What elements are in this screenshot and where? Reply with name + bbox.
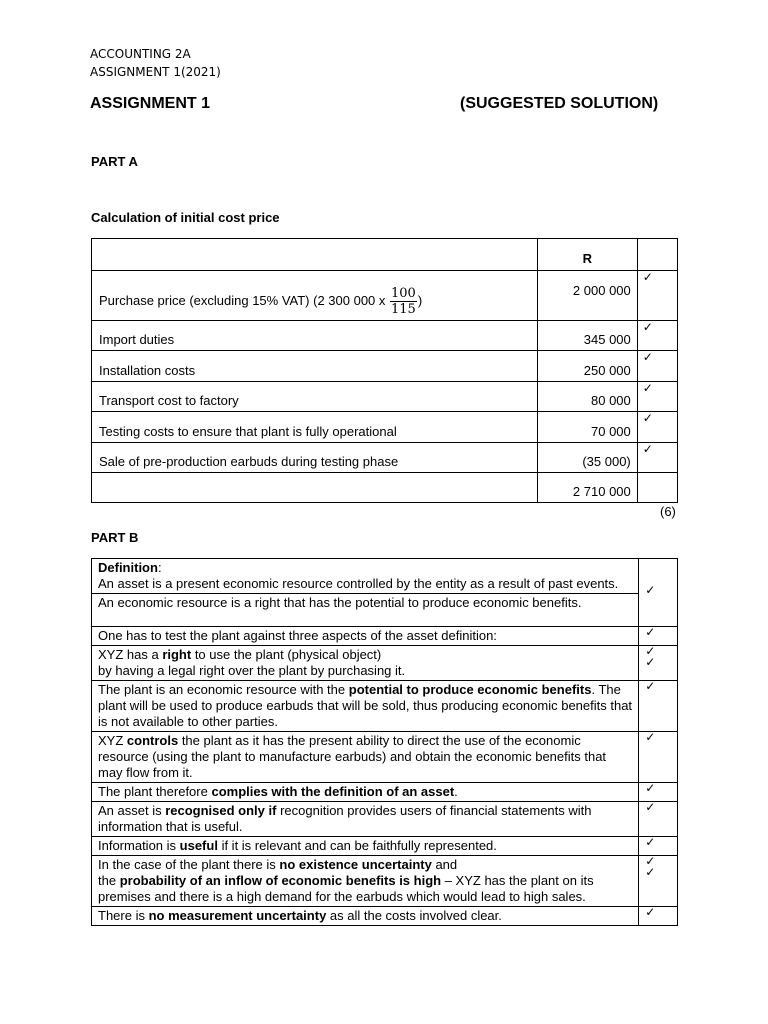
table-row: Information is useful if it is relevant and can be faithfully represented. ✓ <box>92 837 678 856</box>
row-label: Import duties <box>92 321 538 351</box>
table-row: The plant therefore complies with the definition of an asset. ✓ <box>92 783 678 802</box>
check-icon: ✓ <box>645 781 656 795</box>
check-icon: ✓ <box>642 350 653 364</box>
assignment-title: ASSIGNMENT 1 <box>90 95 211 112</box>
check-icon: ✓ <box>642 270 653 284</box>
check-icon: ✓ <box>642 320 653 334</box>
check-icon: ✓ <box>645 644 656 658</box>
part-a-heading: PART A <box>91 154 138 169</box>
check-icon: ✓ <box>642 442 653 456</box>
check-icon: ✓ <box>645 865 656 879</box>
table-row: XYZ has a right to use the plant (physical object) by having a legal right over the plant by purchasing it. ✓ ✓ <box>92 646 678 681</box>
solution-title: (SUGGESTED SOLUTION) <box>460 95 659 112</box>
table-row <box>92 271 678 321</box>
row-amount: (35 000) <box>537 443 637 473</box>
total-row <box>92 473 678 503</box>
check-icon: ✓ <box>645 679 656 693</box>
row-amount: 345 000 <box>537 321 637 351</box>
check-icon: ✓ <box>642 381 653 395</box>
check-icon: ✓ <box>645 905 656 919</box>
cost-price-subheading: Calculation of initial cost price <box>91 210 280 225</box>
check-icon: ✓ <box>645 583 656 597</box>
row-amount: 70 000 <box>537 412 637 443</box>
course-name: ACCOUNTING 2A <box>90 47 191 61</box>
check-icon: ✓ <box>645 655 656 669</box>
table-row <box>92 443 678 473</box>
table-row: In the case of the plant there is no existence uncertainty and the probability of an inflow of economic benefits is high – XYZ has the plant on its premises and there is a high demand for the earbuds which would lead to high sales. ✓ ✓ <box>92 856 678 907</box>
column-header-rand: R <box>537 239 637 271</box>
table-row: XYZ controls the plant as it has the present ability to direct the use of the economic resource (using the plant to manufacture earbuds) and obtain the economic benefits that may flow from it. ✓ <box>92 732 678 783</box>
assignment-ref: ASSIGNMENT 1(2021) <box>90 65 221 79</box>
vat-fraction: $\frac{100}{115}$ <box>391 286 416 317</box>
row-amount: 80 000 <box>537 382 637 412</box>
purchase-price-amount: 2 000 000 <box>537 271 637 321</box>
economic-resource-cell: An economic resource is a right that has the potential to produce economic benefits. <box>92 594 639 627</box>
row-label: Testing costs to ensure that plant is fully operational <box>92 412 538 443</box>
table-row <box>92 559 678 594</box>
check-icon: ✓ <box>645 854 656 868</box>
table-row <box>92 382 678 412</box>
asset-definition-table <box>91 558 678 926</box>
check-icon: ✓ <box>645 730 656 744</box>
cost-price-table <box>91 238 678 503</box>
table-row <box>92 321 678 351</box>
table-row: The plant is an economic resource with the potential to produce economic benefits. The plant will be used to produce earbuds that will be sold, thus producing economic benefits that is not available to other parties. ✓ <box>92 681 678 732</box>
table-row <box>92 412 678 443</box>
row-label: Sale of pre-production earbuds during testing phase <box>92 443 538 473</box>
row-label: Installation costs <box>92 351 538 382</box>
purchase-price-label: Purchase price (excluding 15% VAT) (2 300 000 x $\frac{100}{115}$ ) <box>92 271 538 321</box>
table-row: There is no measurement uncertainty as all the costs involved clear. ✓ <box>92 907 678 926</box>
part-b-heading: PART B <box>91 530 139 545</box>
table-row: An asset is recognised only if recognition provides users of financial statements with information that is useful. ✓ <box>92 802 678 837</box>
row-amount: 250 000 <box>537 351 637 382</box>
total-amount: 2 710 000 <box>537 473 637 503</box>
definition-cell: Definition: An asset is a present economic resource controlled by the entity as a result of past events. <box>92 559 639 594</box>
check-icon: ✓ <box>642 411 653 425</box>
table-row <box>92 594 678 627</box>
check-icon: ✓ <box>645 625 656 639</box>
table-row <box>92 351 678 382</box>
check-icon: ✓ <box>645 835 656 849</box>
row-label: Transport cost to factory <box>92 382 538 412</box>
part-a-marks: (6) <box>660 504 676 519</box>
check-icon: ✓ <box>645 800 656 814</box>
table-row: One has to test the plant against three aspects of the asset definition: ✓ <box>92 627 678 646</box>
